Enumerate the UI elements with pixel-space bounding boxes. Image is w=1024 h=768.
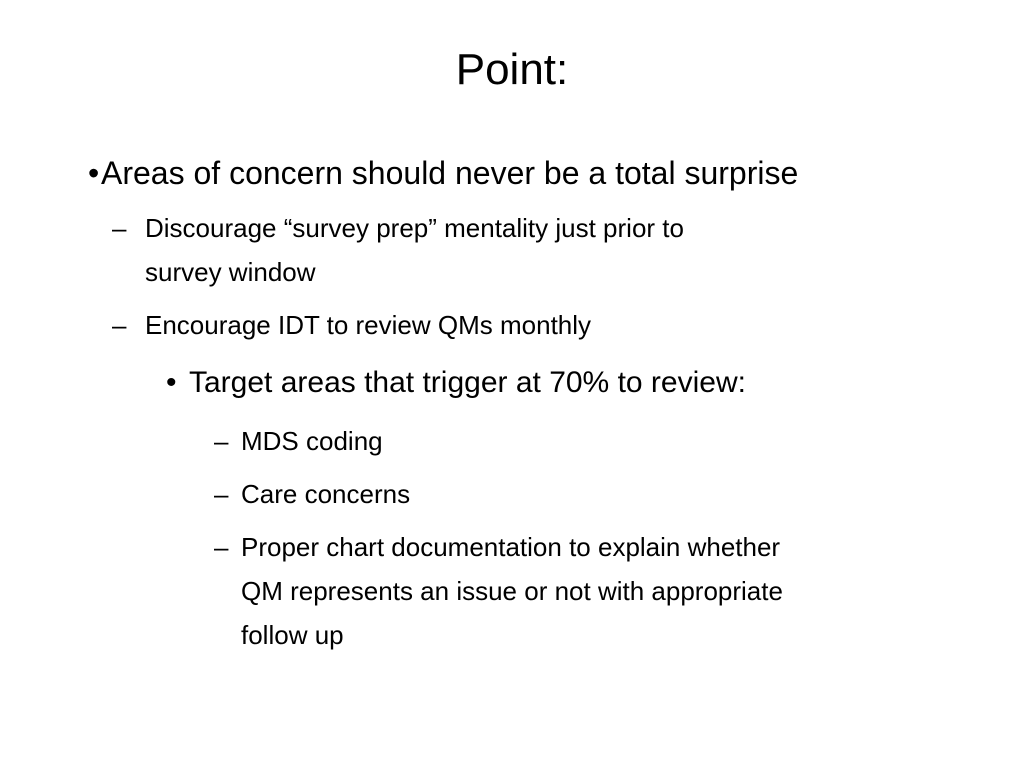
bullet-text: MDS coding — [241, 426, 383, 456]
dash-icon: – — [112, 310, 127, 340]
dash-icon: – — [214, 479, 229, 509]
bullet-text: Target areas that trigger at 70% to review: — [189, 366, 746, 399]
dash-icon: – — [214, 532, 229, 562]
slide-title: Point: — [455, 45, 569, 94]
bullet-text-line-2: survey window — [145, 257, 316, 287]
bullet-text-line-3: follow up — [241, 620, 344, 650]
bullet-text-line-1: Discourage “survey prep” mentality just prior to — [145, 213, 684, 243]
bullet-text: Encourage IDT to review QMs monthly — [145, 310, 592, 340]
bullet-text-line-2: QM represents an issue or not with appropriate — [241, 576, 783, 606]
bullet-dot-icon: • — [88, 155, 100, 191]
bullet-dot-icon: • — [166, 366, 177, 399]
dash-icon: – — [214, 426, 229, 456]
bullet-text: Areas of concern should never be a total surprise — [101, 155, 799, 191]
dash-icon: – — [112, 213, 127, 243]
bullet-text-line-1: Proper chart documentation to explain whether — [241, 532, 781, 562]
bullet-text: Care concerns — [241, 479, 411, 509]
